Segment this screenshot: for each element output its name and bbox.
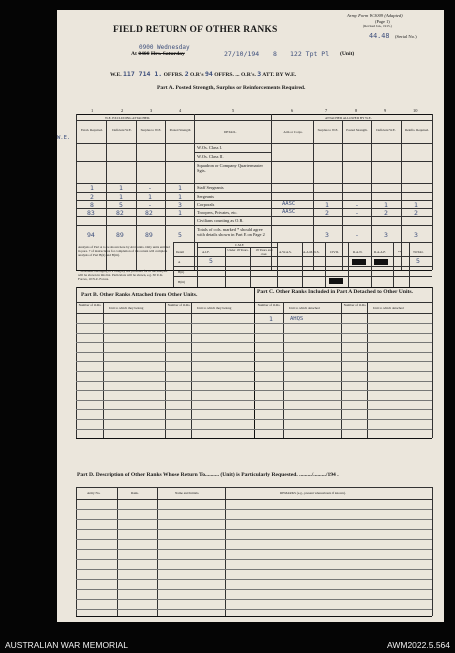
analysis-col-header: R.A.N.: [353, 250, 363, 254]
part-d-header: Name and Initials.: [175, 491, 200, 495]
cell-value: -: [355, 201, 359, 209]
attached-allowed-header: ATTACHED ALLOWED BY W.E.: [325, 116, 372, 120]
cell-value: -: [355, 209, 359, 217]
row-label: W.Os. Class I.: [197, 145, 223, 150]
year-typed: 8: [273, 50, 277, 58]
col-num-5: 5: [232, 108, 235, 113]
cell-value: 1: [178, 184, 182, 192]
part-c-title: Part C. Other Ranks Included in Part A Detached to Other Units.: [257, 289, 413, 295]
cell-value: 2: [414, 209, 418, 217]
part-d-header: Rank.: [131, 491, 139, 495]
army-form-number: Army Form W.3009 (Adapted): [347, 13, 403, 18]
footer-right: AWM2022.5.564: [387, 640, 450, 650]
analysis-col-header: A.I.F.: [202, 250, 210, 254]
analysis-col-header: A.A.M.W.S.: [303, 250, 320, 254]
analysis-col-header: TOTAL: [413, 250, 424, 254]
analysis-total-value: 5: [416, 257, 420, 265]
row-label: W.Os. Class II.: [197, 154, 224, 159]
ruled-line: [76, 509, 432, 510]
form-page: [57, 10, 444, 622]
we-label: W.E.: [110, 72, 122, 78]
offrs2-label: OFFRS.: [214, 72, 234, 78]
col-num-4: 4: [179, 108, 182, 113]
analysis-row-label: B(ii): [178, 270, 185, 274]
col-num-8: 8: [355, 108, 358, 113]
analysis-note2: * Personnel belonging to a category not provided for in the analysis will be shown in this list. Particulars will be shown, e.g. 30 U.K. Forces, 10 N.Z. Forces.: [78, 269, 168, 281]
att-typed: 3: [257, 70, 262, 78]
cell-value: 1: [384, 201, 388, 209]
total-value: 94: [87, 231, 95, 239]
col-num-1: 1: [91, 108, 94, 113]
cell-value: 1: [90, 184, 94, 192]
part-c-header: Unit to which detached: [289, 306, 320, 310]
offrs-typed: 2: [184, 70, 189, 78]
att-label: ATT. BY W.E.: [262, 72, 297, 78]
ruled-line: [76, 400, 432, 401]
ruled-line: [76, 569, 432, 570]
cell-value: 82: [145, 209, 153, 217]
c10-header: Reinfts. Required.: [404, 128, 430, 132]
row-label: Civilians counting as O.R.: [197, 218, 244, 223]
col-num-2: 2: [121, 108, 124, 113]
serial-number: 44.48: [369, 32, 390, 40]
analysis-note: Analysis of Part A to be shown here by ALL units. Only units entitled in para. 7 of instructions for completion of this return will complete analysis of Part B(ii) and B(iii).: [78, 245, 170, 257]
analysis-col-header: A.W.A.S.: [279, 250, 292, 254]
cell-value: AASC: [282, 209, 296, 215]
ruled-line: [76, 323, 432, 324]
ruled-line: [76, 549, 432, 550]
cell-value: -: [148, 184, 152, 192]
detail-header: DETAIL.: [224, 130, 237, 134]
part-b-title: Part B. Other Ranks Attached from Other Units.: [81, 292, 198, 298]
part-d-header: Army No.: [87, 491, 101, 495]
we-excluding-header: W.E. EXCLUDING ATTACHED.: [105, 116, 151, 120]
analysis-col-header: **: [398, 250, 402, 254]
ruled-line: [76, 333, 432, 334]
total-value: 89: [116, 231, 124, 239]
ruled-line: [76, 539, 432, 540]
col-num-9: 9: [384, 108, 387, 113]
col-num-7: 7: [325, 108, 328, 113]
ruled-line: [76, 409, 432, 410]
unit-typed: 122 Tpt Pl: [290, 50, 330, 58]
part-d-title-b: (Unit) is Particularly Requested.: [220, 472, 298, 478]
total-value: -: [355, 231, 359, 239]
left-margin-typed: W.E.: [57, 135, 71, 141]
total-value: 5: [178, 231, 182, 239]
cell-value: 1: [414, 201, 418, 209]
hrs-typed-over: 0900 Wednesday: [139, 44, 190, 51]
c4-header: Posted Strength: [169, 128, 191, 132]
ruled-line: [76, 599, 432, 600]
we-line: W.E. 117 714 1. OFFRS. 2 O.R's 94 OFFRS. ... O.R's. 3 ATT. BY W.E.: [110, 70, 297, 78]
ruled-line: [76, 579, 432, 580]
analysis-row-label: A: [178, 260, 181, 264]
cell-value: 1: [119, 193, 123, 201]
we-typed: 117 714 1.: [123, 70, 163, 78]
part-b-header: Number of O.Rs.: [167, 303, 191, 307]
analysis-row-label: B(iii): [178, 280, 186, 284]
footer-left: AUSTRALIAN WAR MEMORIAL: [5, 640, 128, 650]
part-d-header: REMARKS (e.g., present whereabouts if known).: [280, 491, 346, 495]
row-label: Troopers, Privates, etc.: [197, 210, 238, 215]
row-label: Corporals: [197, 202, 215, 207]
ors-label: O.R's: [190, 72, 204, 78]
analysis-col-header: R.A.A.F.: [374, 250, 386, 254]
cell-value: 1: [148, 193, 152, 201]
total-value: 3: [325, 231, 329, 239]
at-line: [131, 51, 185, 57]
ruled-line: [76, 390, 432, 391]
part-c-header: Number of O.Rs.: [343, 303, 367, 307]
cell-value: 1: [178, 193, 182, 201]
cell-value: 1: [325, 201, 329, 209]
cell-value: 2: [384, 209, 388, 217]
serial-no-label: (Serial No.): [395, 34, 417, 39]
ruled-line: [76, 342, 432, 343]
page-indicator: (Page 1): [375, 19, 390, 24]
row-label: Sergeants: [197, 194, 214, 199]
cell-value: 1: [178, 209, 182, 217]
part-d-title: Part D. Description of Other Ranks Whose Return To.......... (Unit) is Particularly Requested. ........./........./194 .: [77, 472, 339, 478]
row-label: Staff Sergeants: [197, 185, 224, 190]
hrs-label: Hrs. Saturday: [150, 51, 185, 57]
ruled-line: [76, 381, 432, 382]
form-title: FIELD RETURN OF OTHER RANKS: [113, 25, 278, 35]
c2-header: Deficient W.E.: [112, 128, 132, 132]
ruled-line: [76, 529, 432, 530]
ors2-label: O.R's.: [240, 72, 256, 78]
date-typed: 27/10/194: [224, 50, 260, 58]
cell-value: -: [148, 201, 152, 209]
cell-value: AASC: [282, 201, 296, 207]
part-c-header: Number of O.Rs.: [257, 303, 281, 307]
analysis-col-header: CIVIL: [330, 250, 339, 254]
part-c-number: 1: [269, 315, 273, 323]
blocked-cell: [329, 278, 343, 284]
c1-header: Estab. Required.: [81, 128, 103, 132]
c6-header: Arm or Corps.: [283, 130, 303, 134]
part-d-title-c: ........./........./194 .: [299, 472, 339, 478]
ruled-line: [76, 371, 432, 372]
analysis-aif-value: 5: [209, 257, 213, 265]
ruled-line: [76, 352, 432, 353]
cell-value: 82: [116, 209, 124, 217]
blocked-cell: [352, 259, 366, 265]
part-b-header: Unit to which they belong: [197, 306, 232, 310]
analysis-detail-header: Detail: [176, 250, 185, 254]
unit-label: (Unit): [340, 51, 355, 57]
blocked-cell: [374, 259, 388, 265]
total-value: 3: [414, 231, 418, 239]
row-label: Totals of cols. marked * should agree with details shown in Part E on Page 2: [197, 227, 265, 237]
cell-value: 3: [178, 201, 182, 209]
cell-value: 2: [90, 193, 94, 201]
offrs-label: OFFRS.: [163, 72, 184, 78]
hrs-printed: 0400: [138, 51, 150, 57]
ruled-line: [76, 361, 432, 362]
c7-header: Posted Strength.: [346, 128, 368, 132]
col-num-3: 3: [150, 108, 153, 113]
revised-note: (Revised Jan., 1915.): [363, 24, 392, 28]
cell-value: 1: [119, 184, 123, 192]
c8-header: Surplus to W.E.: [317, 128, 339, 132]
part-d-title-a: Part D. Description of Other Ranks Whose Return To: [77, 472, 205, 478]
ruled-line: [76, 609, 432, 610]
at-label: At: [131, 51, 137, 57]
analysis-col-header: 18 Years and over.: [255, 248, 273, 256]
ruled-line: [76, 519, 432, 520]
analysis-col-header: Under 18 Years.: [227, 248, 249, 252]
part-c-unit: AHQS: [290, 316, 304, 322]
cell-value: 5: [119, 201, 123, 209]
total-value: 3: [384, 231, 388, 239]
analysis-cmf-header: C.M.F.: [235, 243, 245, 247]
c3-header: Surplus to W.E.: [140, 128, 162, 132]
total-value: 89: [145, 231, 153, 239]
part-b-header: Number of O.Rs.: [78, 303, 102, 307]
col-num-10: 10: [413, 108, 418, 113]
ors-typed: 94: [204, 70, 213, 78]
ruled-line: [76, 419, 432, 420]
c9-header: Deficient W.E.: [376, 128, 396, 132]
cell-value: 83: [87, 209, 95, 217]
part-a-title: Part A. Posted Strength, Surplus or Reinforcements Required.: [157, 85, 306, 91]
row-label: Squadron or Company Quartermaster Sgts.: [197, 163, 263, 173]
ruled-line: [76, 589, 432, 590]
ruled-line: [76, 429, 432, 430]
part-b-header: Unit to which they belong: [109, 306, 144, 310]
part-c-header: Unit to which detached: [373, 306, 404, 310]
col-num-6: 6: [291, 108, 294, 113]
cell-value: 2: [325, 209, 329, 217]
cell-value: 8: [90, 201, 94, 209]
ruled-line: [76, 559, 432, 560]
